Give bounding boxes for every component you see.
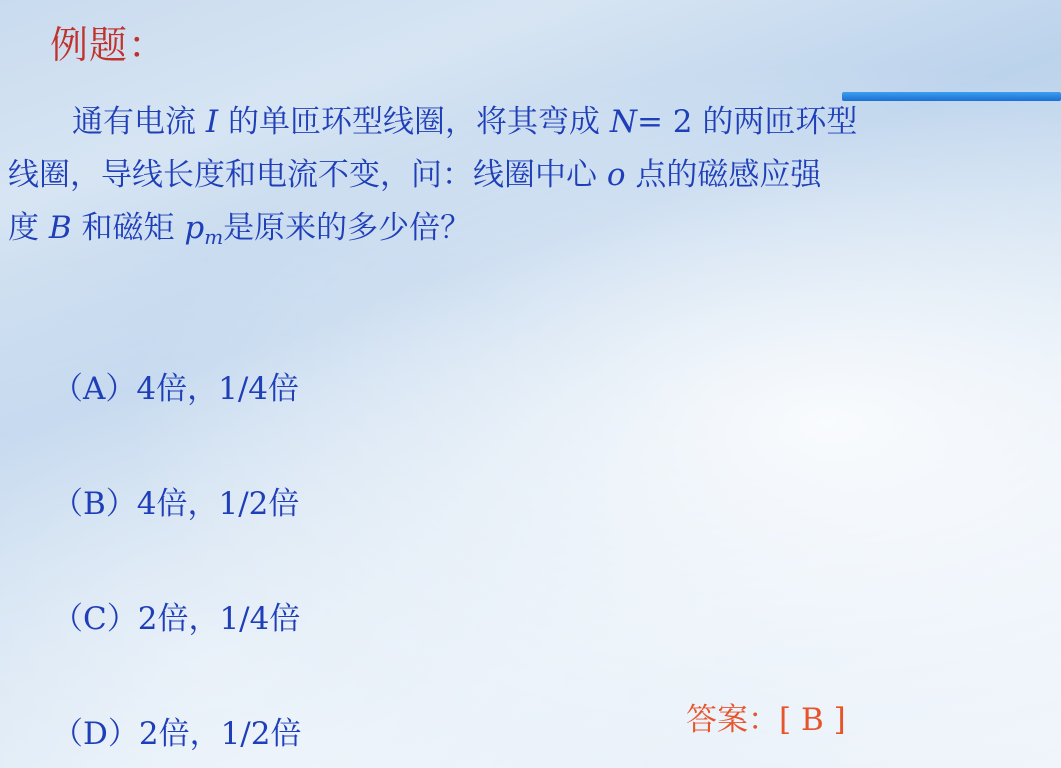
question-text-segment: 度 [8, 210, 49, 246]
option-b[interactable]: （B）4倍，1/2倍 [52, 486, 300, 522]
question-line-3 [8, 202, 1048, 264]
question-text-segment: 和磁矩 [71, 210, 185, 246]
option-c[interactable]: （C）2倍，1/4倍 [52, 601, 301, 637]
slide-title: 例题： [50, 23, 168, 67]
question-text-segment: 通有电流 [72, 104, 206, 140]
question-text-segment: 是原来的多少倍？ [223, 210, 472, 246]
variable-i: I [205, 104, 219, 140]
question-text [8, 96, 1048, 264]
variable-o: o [606, 157, 626, 193]
option-d[interactable]: （D）2倍，1/2倍 [52, 716, 302, 752]
question-line-1 [8, 96, 1048, 149]
question-text-segment: 点的磁感应强 [625, 157, 822, 193]
option-a[interactable]: （A）4倍，1/4倍 [52, 371, 300, 407]
question-text-segment: 的单匝环型线圈，将其弯成 [218, 104, 610, 140]
variable-p: p [184, 210, 205, 246]
question-text-segment: 线圈，导线长度和电流不变，问：线圈中心 [8, 157, 607, 193]
question-text-segment: = 2 的两匝环型 [636, 104, 858, 140]
variable-b: B [48, 210, 72, 246]
subscript-m: m [204, 225, 224, 249]
variable-n: N [609, 104, 637, 140]
answer-text: 答案：[ B ] [686, 702, 846, 738]
question-line-2 [8, 149, 1048, 202]
